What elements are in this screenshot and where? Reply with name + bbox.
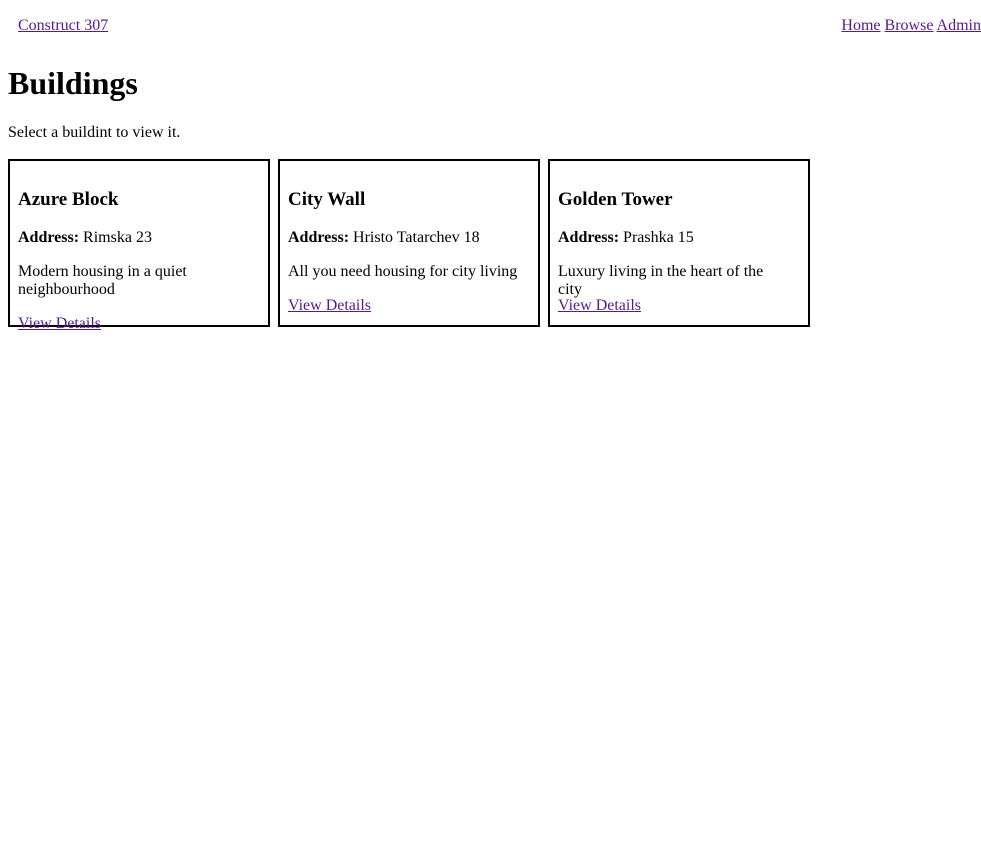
address-value: Hristo Tatarchev 18 [353, 229, 480, 246]
view-details-link[interactable]: View Details [288, 297, 372, 314]
view-details-link[interactable]: View Details [558, 297, 642, 314]
building-description: All you need housing for city living [288, 263, 518, 280]
building-description: Modern housing in a quiet neighbourhood [18, 263, 187, 298]
building-address [558, 229, 694, 247]
building-card-list [8, 159, 810, 332]
page-subtitle: Select a buildint to view it. [8, 124, 181, 141]
building-description: Luxury living in the heart of the city [558, 263, 764, 298]
building-address [288, 229, 480, 247]
address-label: Address: [558, 229, 620, 246]
building-address [18, 229, 152, 247]
building-card [548, 159, 810, 327]
view-details-link[interactable]: View Details [18, 315, 102, 332]
nav-browse-link[interactable]: Browse [884, 17, 934, 34]
building-name: Golden Tower [558, 189, 673, 210]
nav-admin-link[interactable]: Admin [936, 17, 981, 34]
page-title: Buildings [8, 65, 138, 101]
top-nav-bar [18, 17, 981, 37]
address-value: Rimska 23 [83, 229, 152, 246]
building-card [278, 159, 540, 327]
address-value: Prashka 15 [623, 229, 694, 246]
nav-home-link[interactable]: Home [841, 17, 881, 34]
address-label: Address: [18, 229, 80, 246]
address-label: Address: [288, 229, 350, 246]
brand-link[interactable]: Construct 307 [18, 17, 109, 34]
building-card [8, 159, 270, 332]
building-name: City Wall [288, 189, 366, 210]
main-nav [841, 17, 981, 35]
building-name: Azure Block [18, 189, 119, 210]
